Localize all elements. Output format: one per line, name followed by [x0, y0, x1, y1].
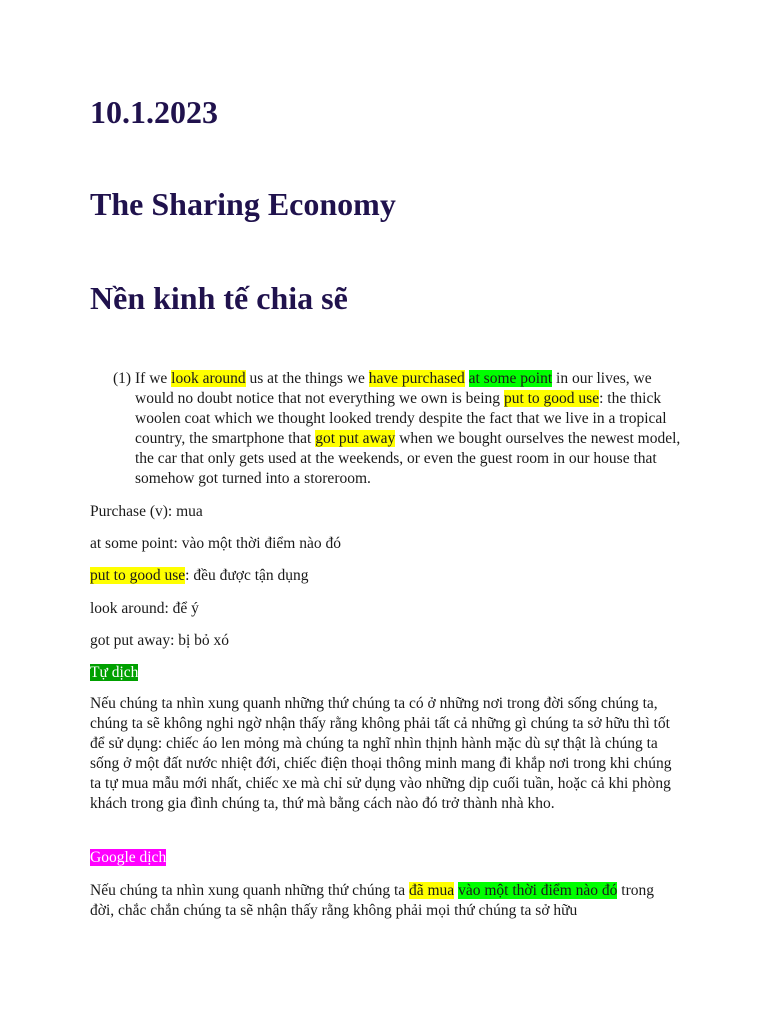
highlight-have-purchased: have purchased — [368, 370, 465, 387]
highlight-vao-mot-thoi-diem: vào một thời điểm nào đó — [458, 882, 618, 899]
title-vietnamese: Nền kinh tế chia sẽ — [90, 280, 348, 316]
google-dich-badge: Google dịch — [90, 849, 167, 866]
vocab-look-around: look around: để ý — [90, 600, 199, 617]
paragraph-1-body — [135, 369, 690, 489]
highlight-put-to-good-use: put to good use — [503, 390, 600, 407]
text-segment: : the thick woolen coat which we thought looked trendy despite the fact that we live in a tropical country, the smartphone that — [135, 390, 667, 447]
google-dich-paragraph — [90, 881, 680, 921]
highlight-at-some-point: at some point — [468, 370, 553, 387]
vocab-put-to-good-use — [90, 567, 309, 585]
vocab-definition: : đều được tận dụng — [185, 567, 309, 584]
tu-dich-label — [90, 664, 138, 682]
text-segment: If we — [135, 370, 172, 387]
vocab-got-put-away: got put away: bị bỏ xó — [90, 632, 230, 649]
title-date: 10.1.2023 — [90, 94, 218, 130]
google-dich-label — [90, 849, 166, 867]
text-segment: in our lives, we would no doubt notice that not everything we own is being — [135, 370, 652, 407]
text-segment: us at the things we — [245, 370, 369, 387]
vocab-at-some-point: at some point: vào một thời điểm nào đó — [90, 535, 341, 552]
text-segment: when we bought ourselves the newest model, the car that only gets used at the weekends, or even the guest room in our house that somehow got turned into a storeroom. — [135, 430, 681, 487]
vocab-term: put to good use — [90, 567, 186, 584]
highlight-da-mua: đã mua — [409, 882, 455, 899]
text-segment: Nếu chúng ta nhìn xung quanh những thứ chúng ta — [90, 882, 409, 899]
tu-dich-paragraph: Nếu chúng ta nhìn xung quanh những thứ chúng ta có ở những nơi trong đời sống chúng ta, chúng ta sẽ không nghi ngờ nhận thấy rằng không phải tất cả những gì chúng ta sở hữu thì tốt để sử dụng: chiếc áo len mỏng mà chúng ta nghĩ nhìn thịnh hành mặc dù sự thật là chúng ta sống ở một đất nước nhiệt đới, chiếc điện thoại thông minh mang đi khắp nơi trong khi chúng ta tự mua mẫu mới nhất, chiếc xe mà chỉ sử dụng vào những dịp cuối tuần, hoặc cả khi phòng khách trong gia đình chúng ta, thứ mà bằng cách nào đó trở thành nhà kho. — [90, 695, 672, 812]
highlight-got-put-away: got put away — [315, 430, 396, 447]
tu-dich-badge: Tự dịch — [90, 664, 139, 681]
title-english: The Sharing Economy — [90, 186, 396, 222]
text-segment: trong đời, chắc chắn chúng ta sẽ nhận thấy rằng không phải mọi thứ chúng ta sở hữu — [90, 882, 654, 919]
paragraph-number: (1) — [113, 370, 132, 387]
highlight-look-around: look around — [171, 370, 246, 387]
vocab-purchase: Purchase (v): mua — [90, 503, 203, 520]
